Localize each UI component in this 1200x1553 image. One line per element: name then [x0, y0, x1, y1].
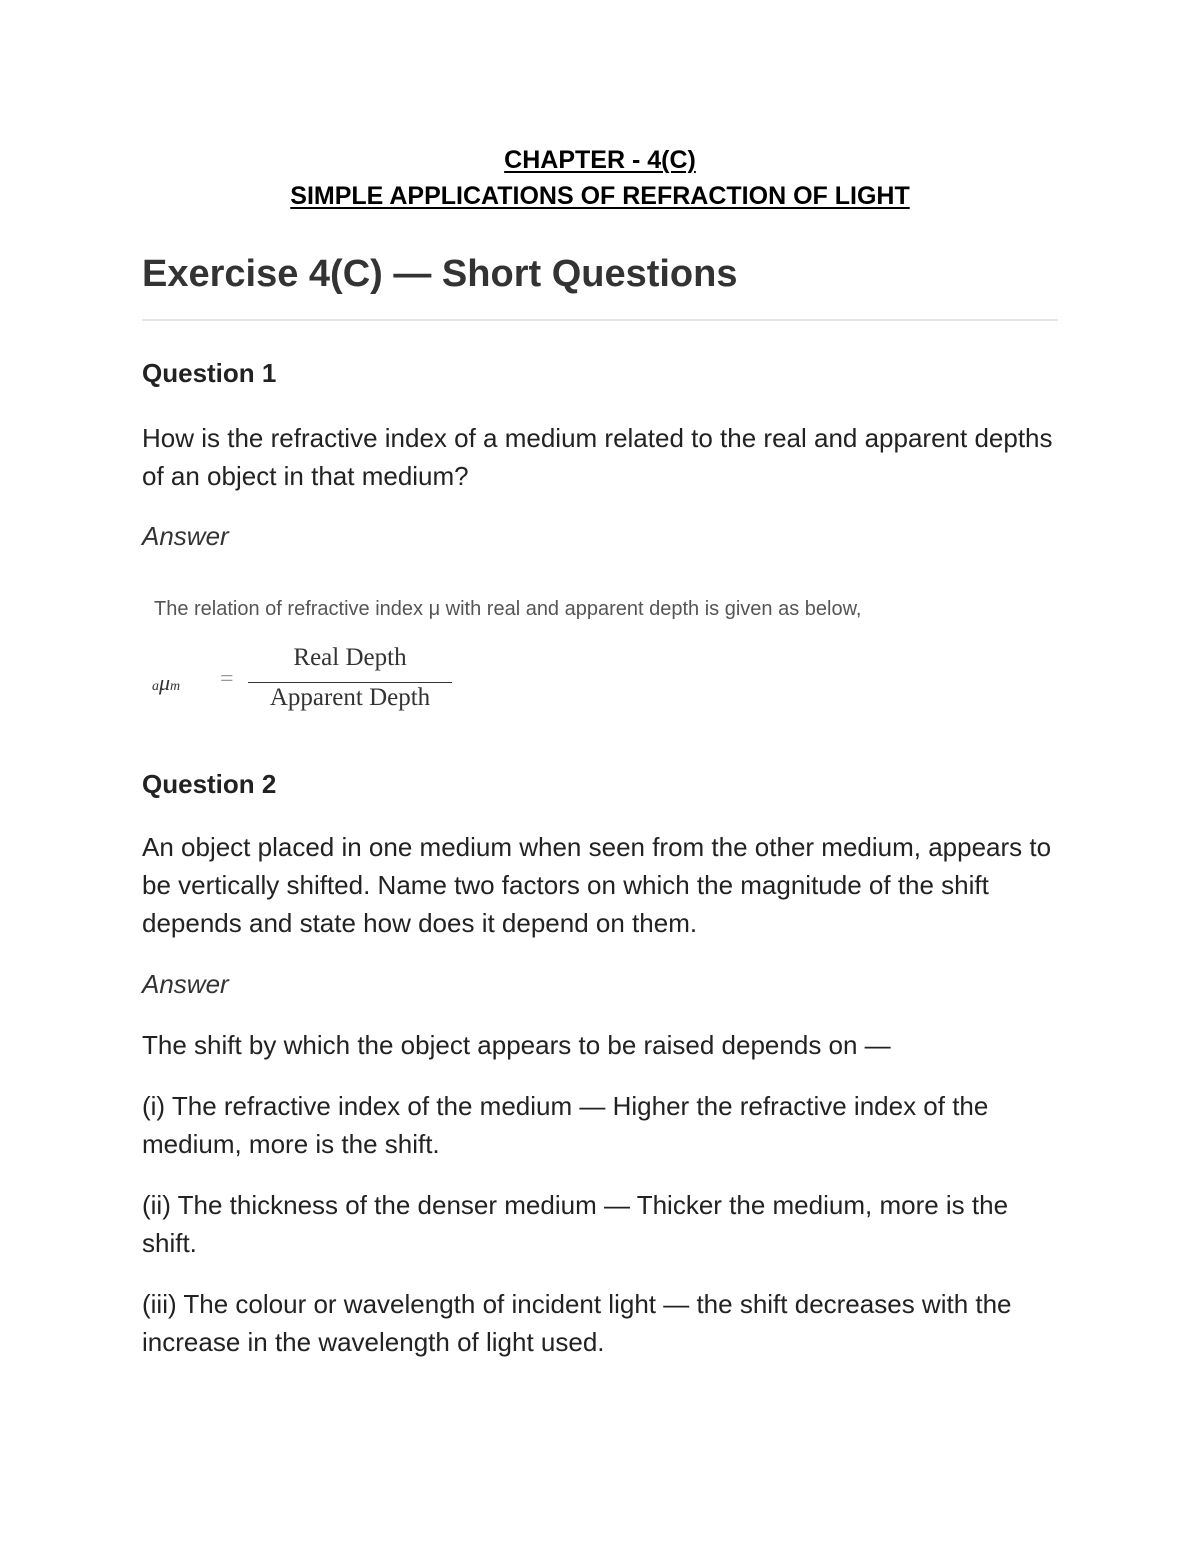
formula-equals: =	[220, 666, 234, 692]
formula-lhs-prefix: a	[152, 679, 159, 694]
exercise-title: Exercise 4(C) — Short Questions	[142, 253, 738, 295]
formula-lhs-subscript: m	[170, 679, 181, 694]
answer-point-2: (ii) The thickness of the denser medium — Thicker the medium, more is the shift.	[142, 1190, 1009, 1258]
chapter-title: SIMPLE APPLICATIONS OF REFRACTION OF LIGHT	[290, 182, 910, 210]
formula-lhs-symbol: μ	[159, 670, 171, 695]
question-1-heading: Question 1	[142, 358, 277, 388]
formula-caption: The relation of refractive index μ with real and apparent depth is given as below,	[154, 598, 862, 620]
formula-denominator: Apparent Depth	[269, 684, 431, 711]
answer-formula-image	[142, 592, 1042, 722]
question-2-answer-label: Answer	[142, 969, 229, 999]
question-2-answer-intro: The shift by which the object appears to be raised depends on —	[142, 1030, 891, 1060]
question-2-heading: Question 2	[142, 769, 277, 799]
answer-point-3: (iii) The colour or wavelength of incident light — the shift decreases with the increase in the wavelength of light used.	[142, 1289, 1012, 1357]
refractive-index-formula	[152, 644, 552, 716]
chapter-number: CHAPTER - 4(C)	[504, 146, 696, 174]
section-divider	[142, 319, 1058, 321]
formula-fraction-bar	[248, 682, 452, 683]
answer-point-1: (i) The refractive index of the medium — Higher the refractive index of the medium, more is the shift.	[142, 1091, 989, 1159]
question-1-answer-label: Answer	[142, 521, 229, 551]
chapter-header	[0, 142, 1200, 214]
question-2-text: An object placed in one medium when seen from the other medium, appears to be vertically shifted. Name two factors on which the magnitude of the shift depends and state how does it depend on them.	[142, 832, 1052, 938]
question-1-text: How is the refractive index of a medium related to the real and apparent depths of an object in that medium?	[142, 423, 1053, 491]
formula-lhs	[152, 670, 180, 696]
formula-numerator: Real Depth	[293, 644, 407, 671]
